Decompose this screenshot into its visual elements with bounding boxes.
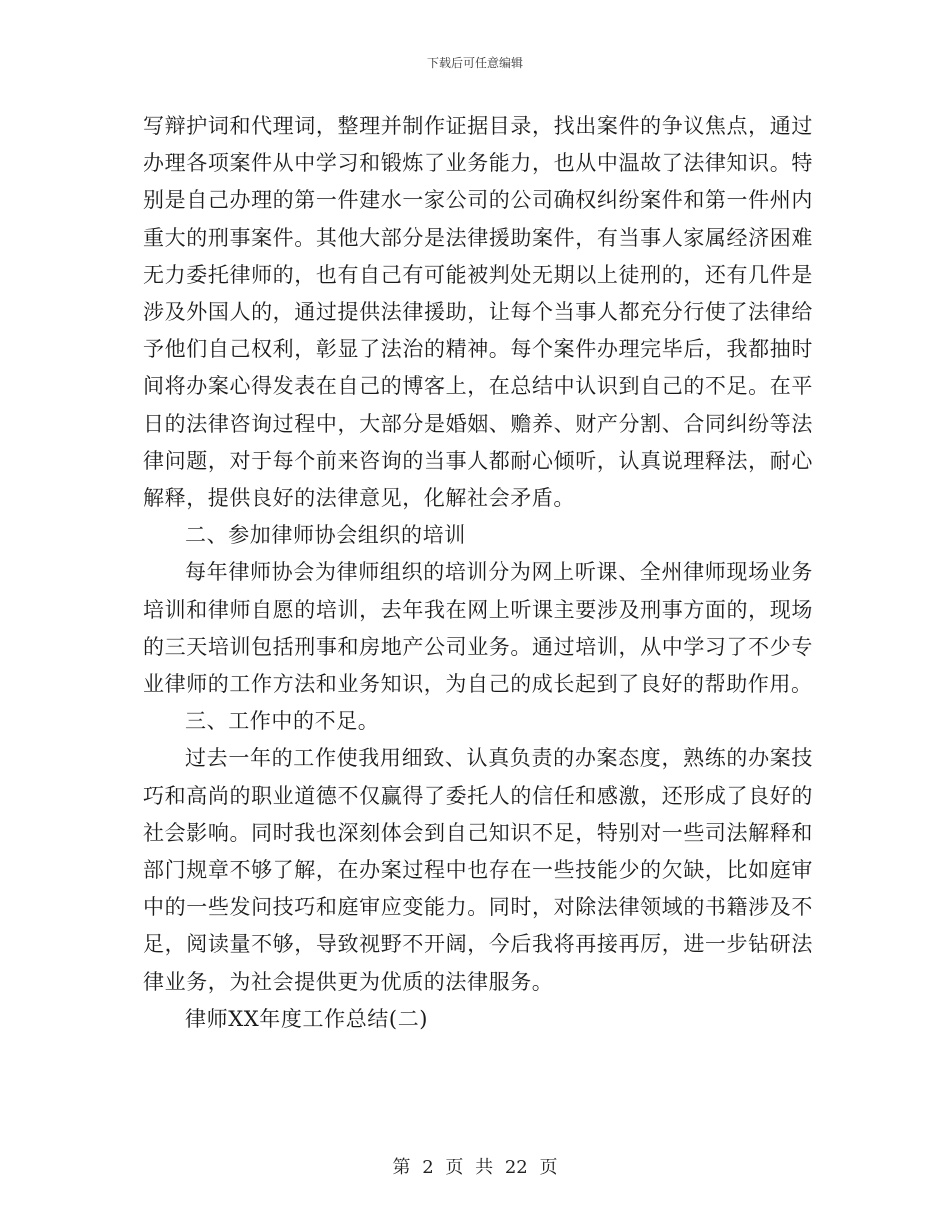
paragraph-continued: 写辩护词和代理词，整理并制作证据目录，找出案件的争议焦点，通过办理各项案件从中学习和锻炼了业务能力，也从中温故了法律知识。特别是自己办理的第一件建水一家公司的公司确权纠纷案件和第一件州内重大的刑事案件。其他大部分是法律援助案件，有当事人家属经济困难无力委托律师的，也有自己有可能被判处无期以上徒刑的，还有几件是涉及外国人的，通过提供法律援助，让每个当事人都充分行使了法律给予他们自己权利，彰显了法治的精神。每个案件办理完毕后，我都抽时间将办案心得发表在自己的博客上，在总结中认识到自己的不足。在平日的法律咨询过程中，大部分是婚姻、赡养、财产分割、合同纠纷等法律问题，对于每个前来咨询的当事人都耐心倾听，认真说理释法，耐心解释，提供良好的法律意见，化解社会矛盾。: [143, 114, 813, 511]
page-header: 下载后可任意编辑: [426, 56, 523, 70]
next-document-title: 律师XX年度工作总结(二): [185, 1006, 429, 1031]
page-footer: 第 2 页 共 22 页: [392, 1157, 558, 1178]
paragraph-shortcomings: 过去一年的工作使我用细致、认真负责的办案态度，熟练的办案技巧和高尚的职业道德不仅赢得了委托人的信任和感激，还形成了良好的社会影响。同时我也深刻体会到自己知识不足，特别对一些司法解释和部门规章不够了解，在办案过程中也存在一些技能少的欠缺，比如庭审中的一些发问技巧和庭审应变能力。同时，对除法律领域的书籍涉及不足，阅读量不够，导致视野不开阔，今后我将再接再厉，进一步钻研法律业务，为社会提供更为优质的法律服务。: [143, 746, 813, 994]
document-body: [143, 108, 813, 1038]
section-heading-shortcomings: 三、工作中的不足。: [185, 709, 380, 734]
paragraph-training: 每年律师协会为律师组织的培训分为网上听课、全州律师现场业务培训和律师自愿的培训，去年我在网上听课主要涉及刑事方面的，现场的三天培训包括刑事和房地产公司业务。通过培训，从中学习了不少专业律师的工作方法和业务知识，为自己的成长起到了良好的帮助作用。: [143, 560, 813, 697]
section-heading-training: 二、参加律师协会组织的培训: [185, 523, 466, 548]
